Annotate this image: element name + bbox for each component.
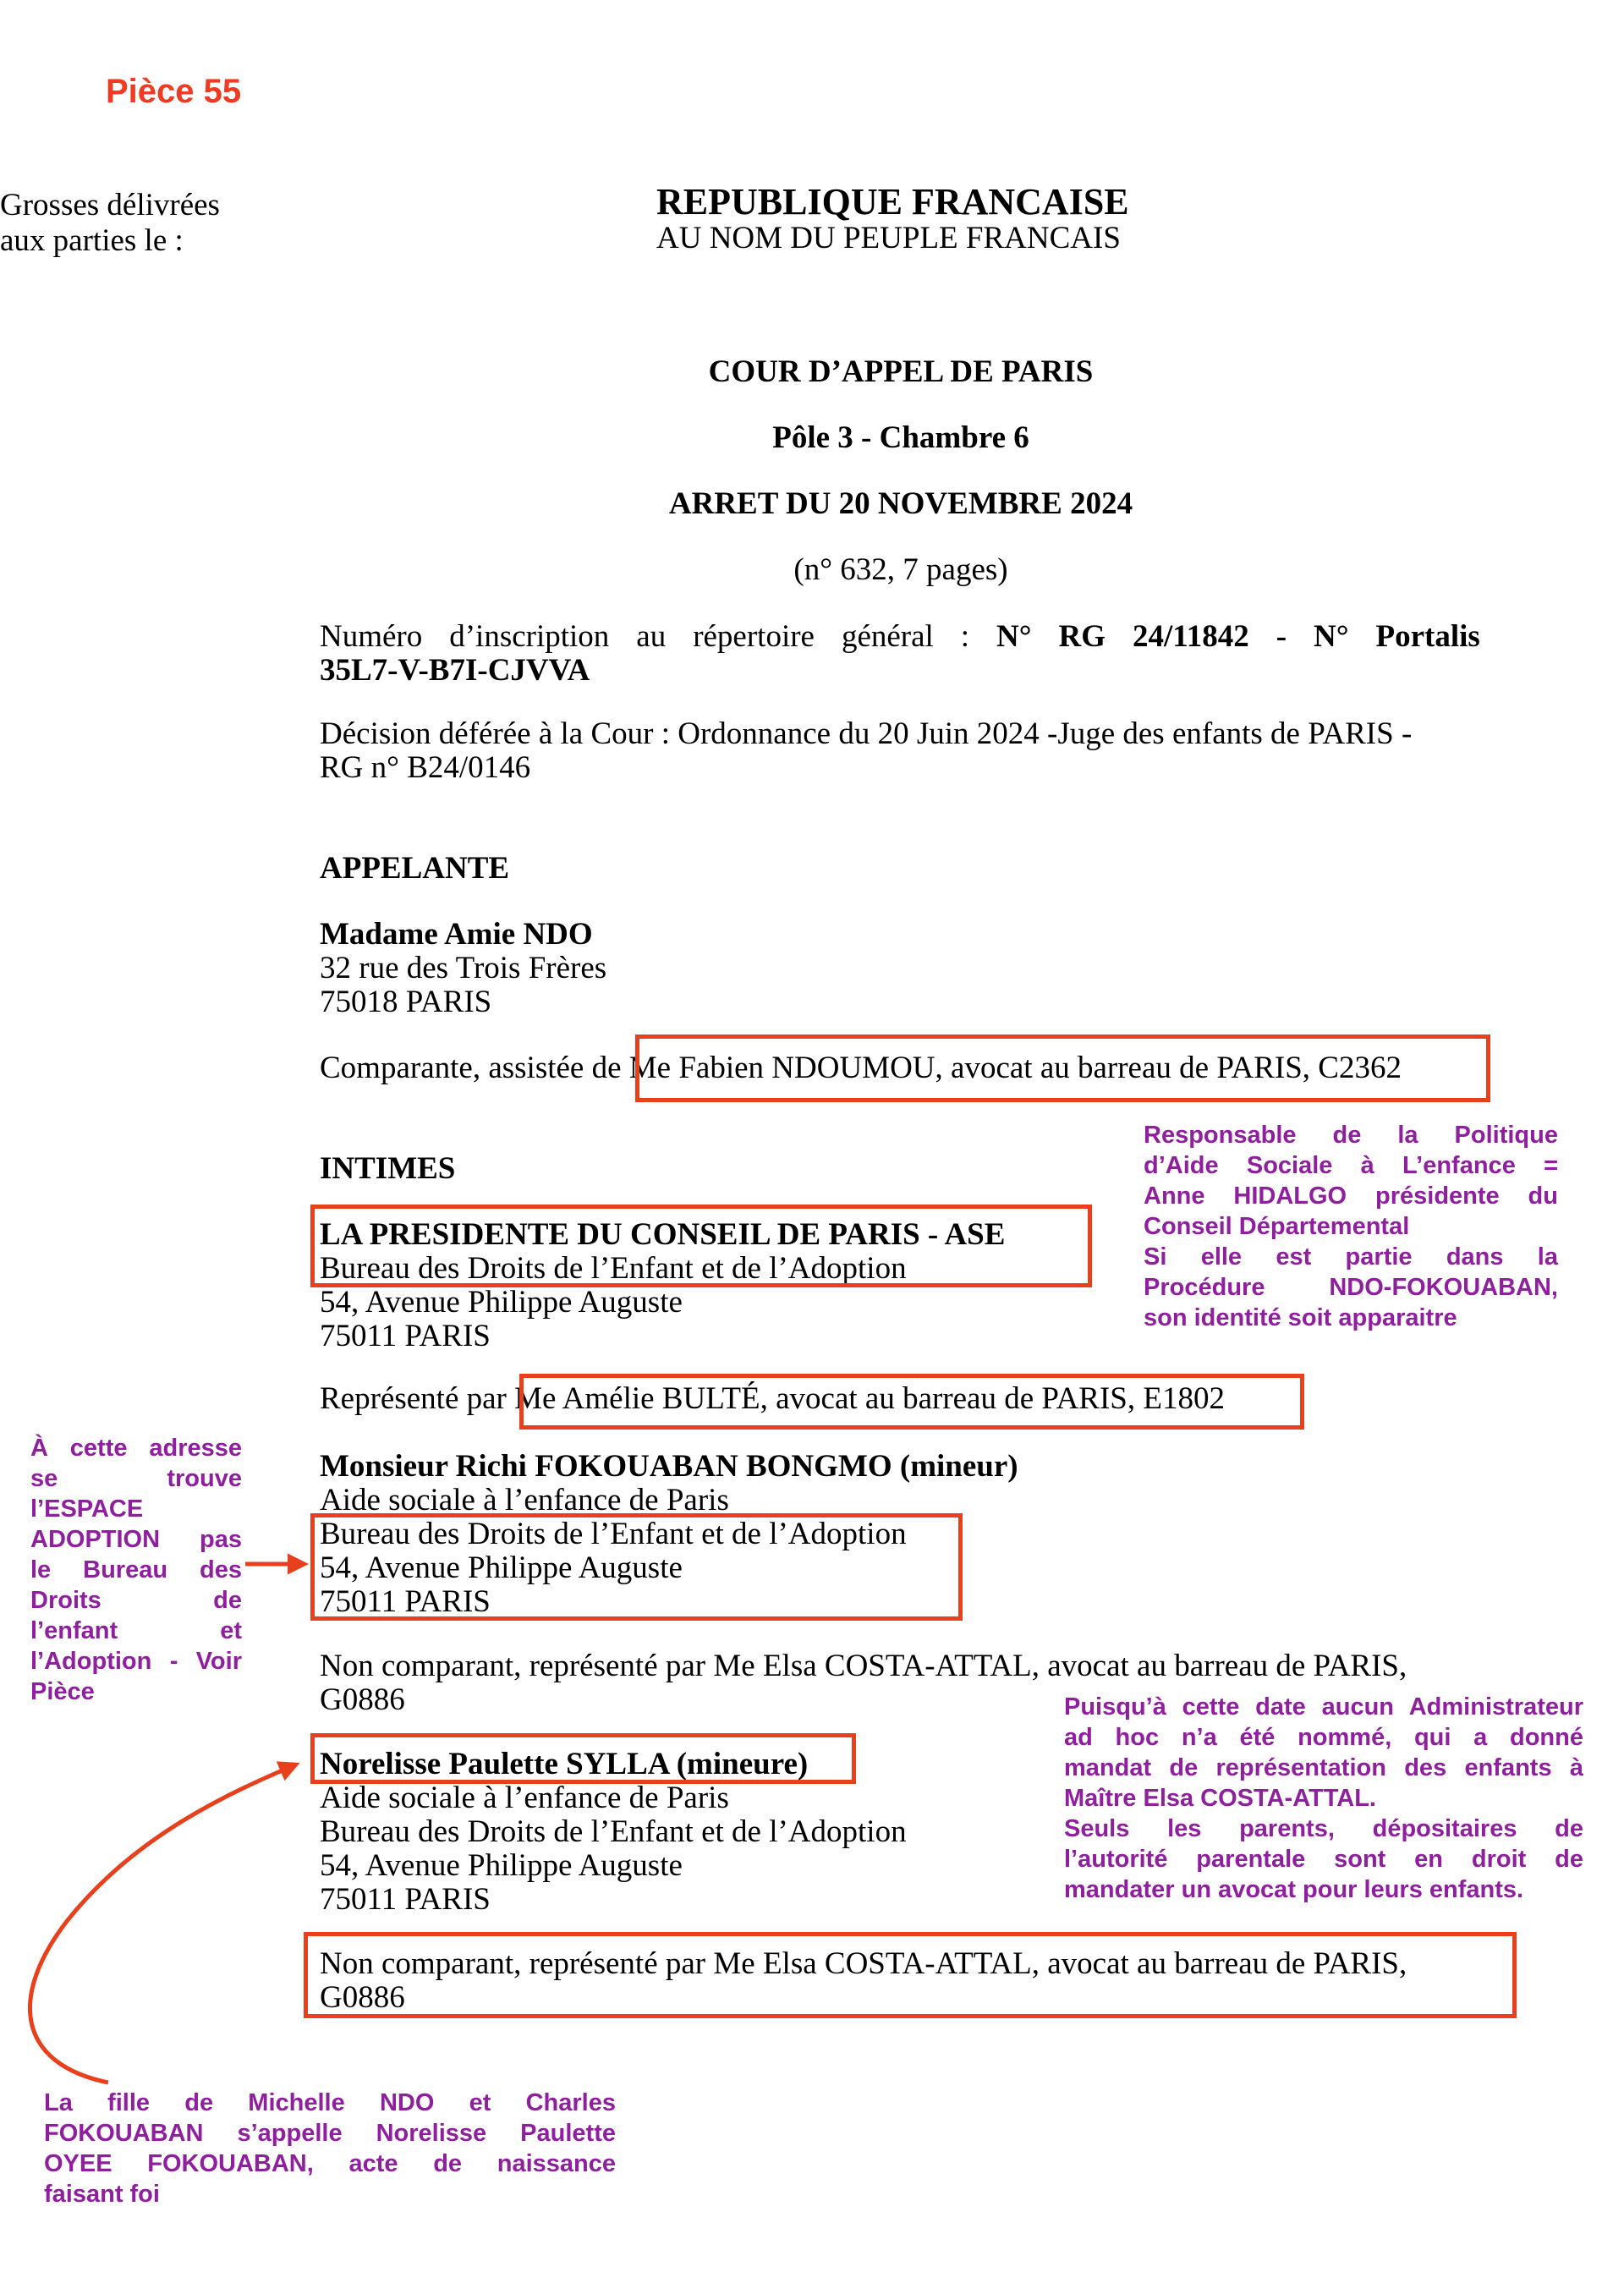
president-address-line: 75011 PARIS bbox=[320, 1319, 491, 1353]
note-line: son identité soit apparaitre bbox=[1144, 1304, 1457, 1331]
registry-number-word: N° bbox=[1314, 619, 1349, 654]
registry-word: d’inscription bbox=[449, 619, 610, 654]
registry-number-word: 24/11842 bbox=[1133, 619, 1249, 654]
decision-line-1: Décision déférée à la Cour : Ordonnance du 20 Juin 2024 -Juge des enfants de PARIS - bbox=[320, 716, 1413, 751]
note-line: Responsable de la Politique bbox=[1144, 1122, 1558, 1149]
note-line: FOKOUABAN s’appelle Norelisse Paulette bbox=[44, 2120, 616, 2147]
arret-date: ARRET DU 20 NOVEMBRE 2024 bbox=[668, 486, 1133, 521]
richi-counsel-1: Non comparant, représenté par Me Elsa COSTA-ATTAL, avocat au barreau de PARIS, bbox=[320, 1649, 1407, 1683]
note-line: La fille de Michelle NDO et Charles bbox=[44, 2089, 616, 2116]
registry-number-word: N° bbox=[996, 619, 1032, 654]
court-chamber: Pôle 3 - Chambre 6 bbox=[772, 420, 1029, 455]
note-line: Procédure NDO-FOKOUABAN, bbox=[1144, 1274, 1558, 1301]
note-line: ad hoc n’a été nommé, qui a donné bbox=[1064, 1724, 1583, 1751]
norelisse-address-line: Aide sociale à l’enfance de Paris bbox=[320, 1781, 729, 1815]
registry-word: au bbox=[636, 619, 667, 654]
court-name: COUR D’APPEL DE PARIS bbox=[708, 354, 1094, 389]
appelante-address-1: 32 rue des Trois Frères bbox=[320, 951, 607, 985]
president-counsel: Représenté par Me Amélie BULTÉ, avocat au barreau de PARIS, E1802 bbox=[320, 1381, 1225, 1416]
grosses-line-1: Grosses délivrées bbox=[0, 188, 220, 222]
note-line: Si elle est partie dans la bbox=[1144, 1243, 1558, 1270]
note-line: faisant foi bbox=[44, 2181, 160, 2208]
richi-address-line: Bureau des Droits de l’Enfant et de l’Adoption bbox=[320, 1517, 907, 1551]
norelisse-address-line: 54, Avenue Philippe Auguste bbox=[320, 1848, 683, 1883]
note-line: Pièce bbox=[30, 1678, 95, 1705]
norelisse-address-line: Bureau des Droits de l’Enfant et de l’Adoption bbox=[320, 1814, 907, 1849]
note-line: l’enfant et bbox=[30, 1617, 242, 1644]
registry-number-word: Portalis bbox=[1375, 619, 1480, 654]
norelisse-name: Norelisse Paulette SYLLA (mineure) bbox=[320, 1747, 809, 1781]
appelante-heading: APPELANTE bbox=[320, 851, 510, 886]
note-line: Puisqu’à cette date aucun Administrateur bbox=[1064, 1693, 1583, 1720]
norelisse-address-line: 75011 PARIS bbox=[320, 1882, 491, 1917]
registry-word: répertoire bbox=[693, 619, 815, 654]
richi-address-line: 75011 PARIS bbox=[320, 1584, 491, 1619]
note-line: l’Adoption - Voir bbox=[30, 1648, 242, 1675]
richi-name: Monsieur Richi FOKOUABAN BONGMO (mineur) bbox=[320, 1449, 1018, 1484]
registry-word: général bbox=[841, 619, 934, 654]
piece-label: Pièce 55 bbox=[106, 73, 242, 110]
norelisse-counsel-2: G0886 bbox=[320, 1980, 405, 2015]
note-line: l’ESPACE bbox=[30, 1495, 144, 1523]
note-line: Maître Elsa COSTA-ATTAL. bbox=[1064, 1785, 1376, 1812]
note-line: mandater un avocat pour leurs enfants. bbox=[1064, 1876, 1524, 1903]
note-line: l’autorité parentale sont en droit de bbox=[1064, 1846, 1583, 1873]
appelante-name: Madame Amie NDO bbox=[320, 917, 593, 952]
appelante-address-2: 75018 PARIS bbox=[320, 985, 492, 1019]
note-line: OYEE FOKOUABAN, acte de naissance bbox=[44, 2150, 616, 2177]
note-line: Anne HIDALGO présidente du bbox=[1144, 1183, 1558, 1210]
appelante-counsel: Comparante, assistée de Me Fabien NDOUMOU, avocat au barreau de PARIS, C2362 bbox=[320, 1051, 1402, 1085]
republic-title: REPUBLIQUE FRANCAISE bbox=[656, 181, 1129, 222]
registry-number-word: RG bbox=[1058, 619, 1106, 654]
note-line: se trouve bbox=[30, 1465, 242, 1492]
arret-pages: (n° 632, 7 pages) bbox=[793, 552, 1008, 587]
note-line: Seuls les parents, dépositaires de bbox=[1064, 1815, 1583, 1842]
richi-address-line: 54, Avenue Philippe Auguste bbox=[320, 1550, 683, 1585]
registry-word: Numéro bbox=[320, 619, 423, 654]
registry-portalis: 35L7-V-B7I-CJVVA bbox=[320, 653, 590, 688]
republic-subtitle: AU NOM DU PEUPLE FRANCAIS bbox=[656, 221, 1121, 255]
curved-arrow-icon bbox=[30, 1764, 296, 2083]
richi-counsel-2: G0886 bbox=[320, 1682, 405, 1717]
registry-number-word: - bbox=[1276, 619, 1287, 654]
grosses-line-2: aux parties le : bbox=[0, 223, 184, 258]
intimes-heading: INTIMES bbox=[320, 1151, 456, 1186]
note-line: Conseil Départemental bbox=[1144, 1213, 1410, 1240]
president-name: LA PRESIDENTE DU CONSEIL DE PARIS - ASE bbox=[320, 1217, 1006, 1252]
president-address-line: 54, Avenue Philippe Auguste bbox=[320, 1285, 683, 1320]
note-line: ADOPTION pas bbox=[30, 1526, 242, 1553]
note-line: mandat de représentation des enfants à bbox=[1064, 1754, 1583, 1781]
norelisse-counsel-1: Non comparant, représenté par Me Elsa COSTA-ATTAL, avocat au barreau de PARIS, bbox=[320, 1946, 1407, 1981]
richi-address-line: Aide sociale à l’enfance de Paris bbox=[320, 1483, 729, 1517]
registry-word: : bbox=[960, 619, 970, 654]
note-line: À cette adresse bbox=[30, 1435, 242, 1462]
note-line: Droits de bbox=[30, 1587, 242, 1614]
note-line: le Bureau des bbox=[30, 1556, 242, 1583]
note-line: d’Aide Sociale à L’enfance = bbox=[1144, 1152, 1558, 1179]
decision-line-2: RG n° B24/0146 bbox=[320, 750, 531, 785]
president-address-line: Bureau des Droits de l’Enfant et de l’Adoption bbox=[320, 1251, 907, 1286]
